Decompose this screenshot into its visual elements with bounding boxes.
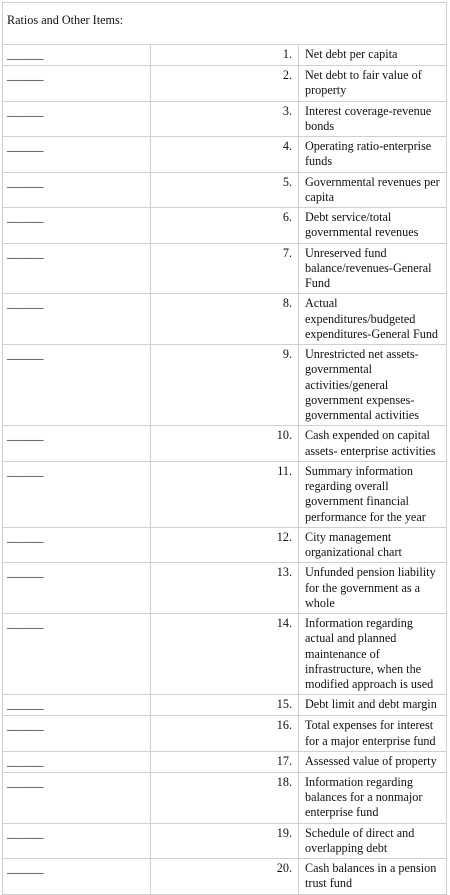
item-number: 20.: [151, 859, 299, 895]
table-row: [3, 695, 447, 716]
answer-blank[interactable]: ______: [3, 172, 151, 208]
table-header-row: [3, 3, 447, 45]
item-text: Cash expended on capital assets- enterprise activities: [299, 426, 447, 462]
answer-blank[interactable]: ______: [3, 751, 151, 772]
item-text: Total expenses for interest for a major enterprise fund: [299, 716, 447, 752]
answer-blank[interactable]: ______: [3, 101, 151, 137]
item-text: Net debt per capita: [299, 45, 447, 66]
table-row: [3, 461, 447, 527]
item-text: Actual expenditures/budgeted expenditures-General Fund: [299, 294, 447, 345]
answer-blank[interactable]: ______: [3, 461, 151, 527]
table-row: [3, 751, 447, 772]
item-text: City management organizational chart: [299, 527, 447, 563]
answer-blank[interactable]: ______: [3, 859, 151, 895]
table-row: [3, 294, 447, 345]
item-text: Operating ratio-enterprise funds: [299, 137, 447, 173]
table-row: [3, 772, 447, 823]
item-text: Net debt to fair value of property: [299, 66, 447, 102]
answer-blank[interactable]: ______: [3, 45, 151, 66]
item-text: Unfunded pension liability for the government as a whole: [299, 563, 447, 614]
answer-blank[interactable]: ______: [3, 243, 151, 294]
item-number: 10.: [151, 426, 299, 462]
item-number: 5.: [151, 172, 299, 208]
table-row: [3, 614, 447, 695]
table-row: [3, 208, 447, 244]
item-number: 4.: [151, 137, 299, 173]
answer-blank[interactable]: ______: [3, 563, 151, 614]
item-text: Information regarding balances for a nonmajor enterprise fund: [299, 772, 447, 823]
table-row: [3, 137, 447, 173]
table-row: [3, 859, 447, 895]
table-row: [3, 45, 447, 66]
table-row: [3, 101, 447, 137]
table-row: [3, 716, 447, 752]
item-text: Interest coverage-revenue bonds: [299, 101, 447, 137]
table-row: [3, 426, 447, 462]
table-title: Ratios and Other Items:: [3, 3, 447, 45]
item-text: Debt limit and debt margin: [299, 695, 447, 716]
answer-blank[interactable]: ______: [3, 426, 151, 462]
item-text: Unreserved fund balance/revenues-General Fund: [299, 243, 447, 294]
answer-blank[interactable]: ______: [3, 614, 151, 695]
item-number: 14.: [151, 614, 299, 695]
answer-blank[interactable]: ______: [3, 345, 151, 426]
item-number: 12.: [151, 527, 299, 563]
item-text: Assessed value of property: [299, 751, 447, 772]
table-row: [3, 563, 447, 614]
answer-blank[interactable]: ______: [3, 66, 151, 102]
answer-blank[interactable]: ______: [3, 137, 151, 173]
answer-blank[interactable]: ______: [3, 823, 151, 859]
answer-blank[interactable]: ______: [3, 695, 151, 716]
item-number: 9.: [151, 345, 299, 426]
item-number: 2.: [151, 66, 299, 102]
item-number: 3.: [151, 101, 299, 137]
table-row: [3, 243, 447, 294]
ratios-table: [2, 2, 447, 895]
item-text: Unrestricted net assets-governmental activities/general government expenses-governmental activities: [299, 345, 447, 426]
item-text: Cash balances in a pension trust fund: [299, 859, 447, 895]
answer-blank[interactable]: ______: [3, 716, 151, 752]
table-row: [3, 66, 447, 102]
item-text: Schedule of direct and overlapping debt: [299, 823, 447, 859]
table-row: [3, 823, 447, 859]
item-number: 18.: [151, 772, 299, 823]
ratios-sheet: [2, 2, 447, 891]
item-text: Governmental revenues per capita: [299, 172, 447, 208]
item-number: 19.: [151, 823, 299, 859]
answer-blank[interactable]: ______: [3, 527, 151, 563]
item-number: 7.: [151, 243, 299, 294]
item-number: 11.: [151, 461, 299, 527]
item-number: 16.: [151, 716, 299, 752]
item-text: Summary information regarding overall government financial performance for the year: [299, 461, 447, 527]
item-number: 1.: [151, 45, 299, 66]
item-number: 17.: [151, 751, 299, 772]
answer-blank[interactable]: ______: [3, 294, 151, 345]
table-row: [3, 345, 447, 426]
table-row: [3, 527, 447, 563]
answer-blank[interactable]: ______: [3, 772, 151, 823]
answer-blank[interactable]: ______: [3, 208, 151, 244]
item-number: 15.: [151, 695, 299, 716]
item-number: 6.: [151, 208, 299, 244]
table-row: [3, 172, 447, 208]
item-number: 8.: [151, 294, 299, 345]
item-number: 13.: [151, 563, 299, 614]
item-text: Debt service/total governmental revenues: [299, 208, 447, 244]
item-text: Information regarding actual and planned maintenance of infrastructure, when the modified approach is used: [299, 614, 447, 695]
